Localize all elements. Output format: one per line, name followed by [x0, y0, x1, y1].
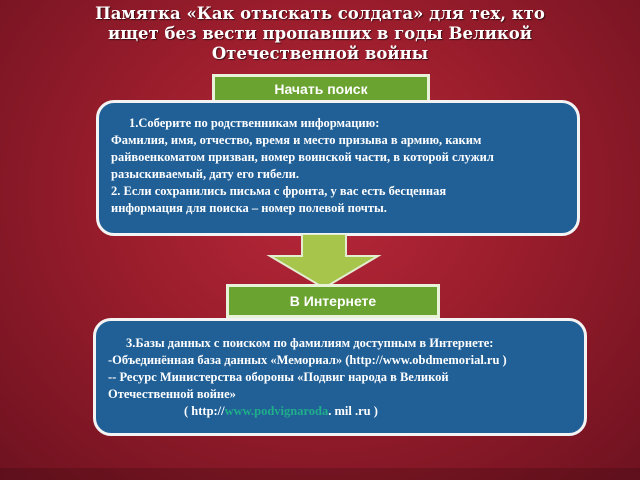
memorial-db-line: -Объединённая база данных «Мемориал» (http://www.obdmemorial.ru ): [108, 353, 507, 367]
step-1-text-line: Фамилия, имя, отчество, время и место призыва в армию, каким: [111, 133, 482, 147]
step-1-heading: 1.Соберите по родственникам информацию:: [129, 116, 380, 130]
step-1-text-line: разыскиваемый, дату его гибели.: [111, 167, 299, 181]
url-suffix: . mil .ru ): [328, 404, 378, 418]
step-1-2-box: [96, 100, 580, 236]
step-2-text-line: информация для поиска – номер полевой почты.: [111, 201, 387, 215]
bottom-band: [0, 468, 640, 480]
start-search-label: Начать поиск: [212, 74, 430, 104]
step-3-box: [93, 318, 587, 436]
step-3-heading: 3.Базы данных с поиском по фамилиям доступным в Интернете:: [126, 336, 494, 350]
internet-label: В Интернете: [226, 284, 440, 318]
podvig-naroda-url: [108, 403, 570, 420]
down-arrow-icon: [254, 234, 394, 290]
step-2-text-line: 2. Если сохранились письма с фронта, у вас есть бесценная: [111, 184, 447, 198]
step-1-text-line: райвоенкоматом призван, номер воинской части, в которой служил: [111, 150, 494, 164]
podvig-naroda-link[interactable]: www.podvignaroda: [224, 404, 329, 418]
memo-title: Памятка «Как отыскать солдата» для тех, кто ищет без вести пропавших в годы Великой Отечественной войны: [95, 4, 545, 63]
ministry-resource-line: -- Ресурс Министерства обороны «Подвиг народа в Великой: [108, 370, 449, 384]
url-prefix: ( http://: [184, 404, 225, 418]
ministry-resource-line: Отечественной войне»: [108, 387, 236, 401]
